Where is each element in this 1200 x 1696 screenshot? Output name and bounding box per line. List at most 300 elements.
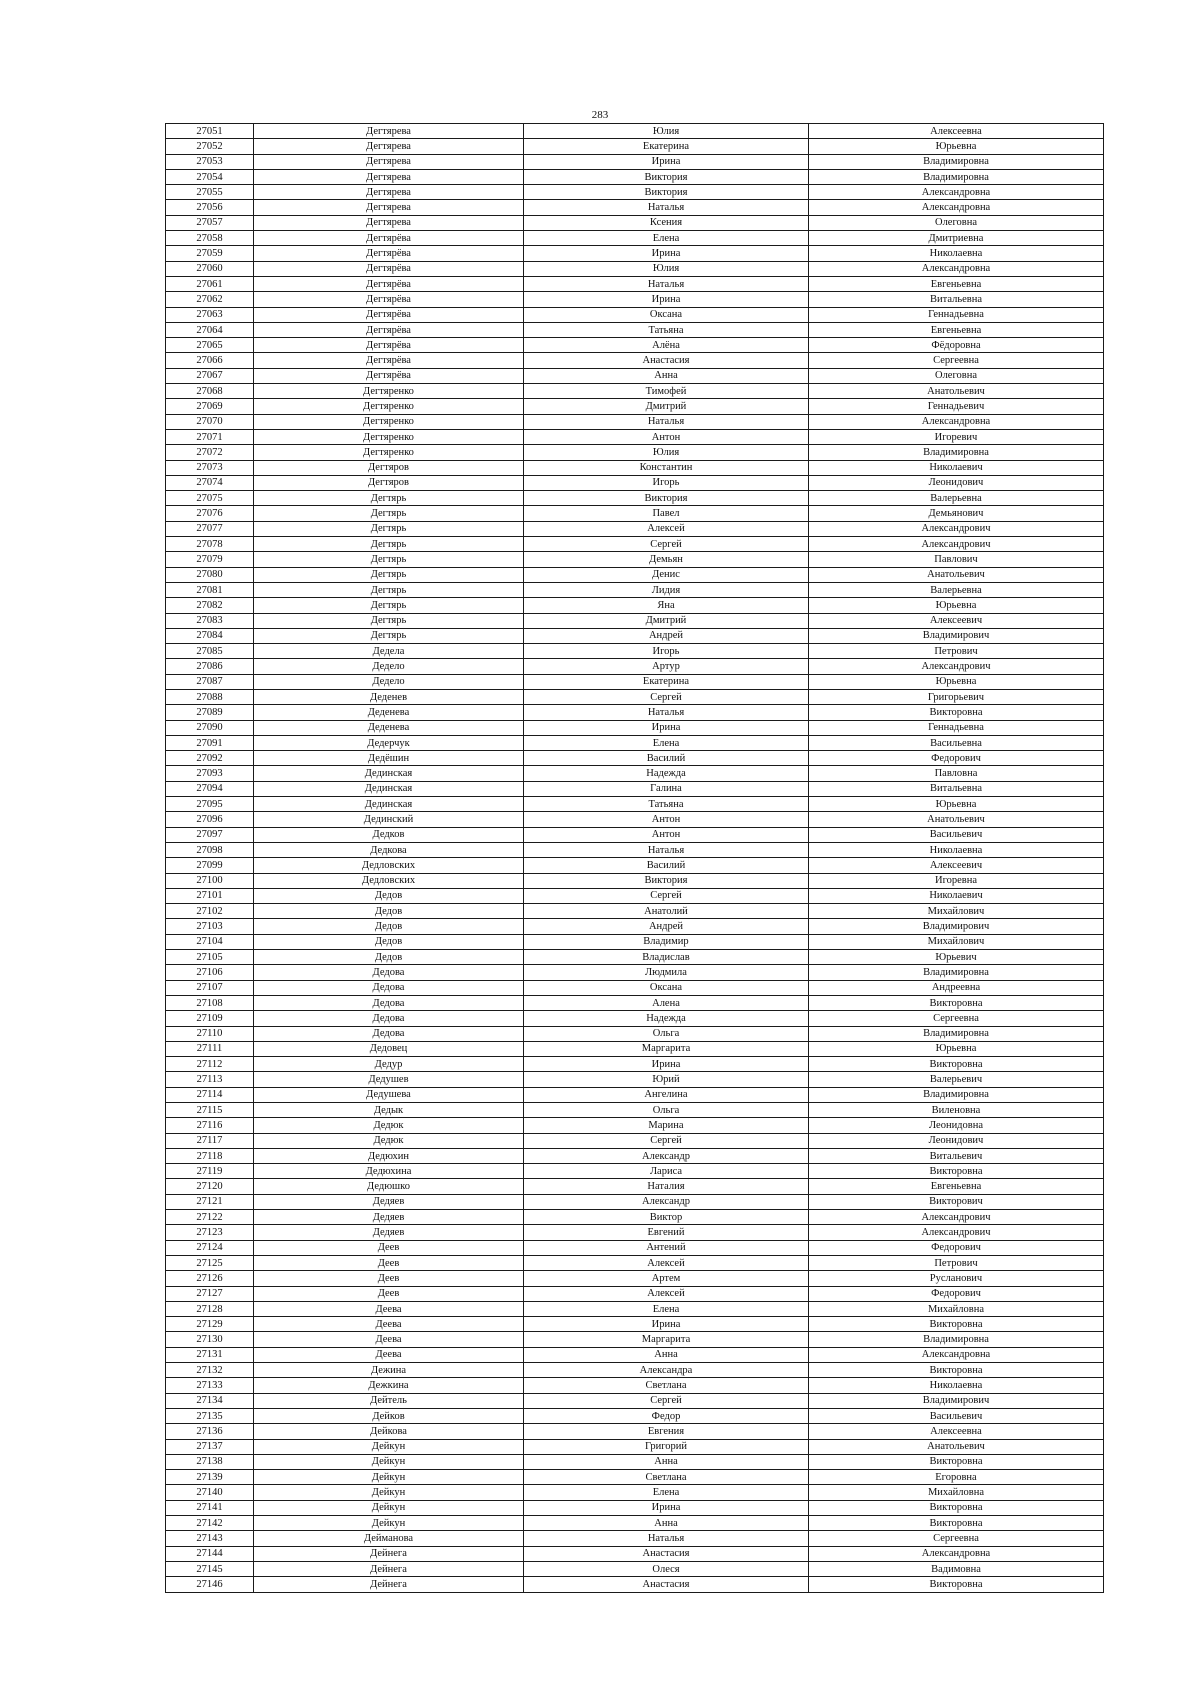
patronymic-cell: Юрьевна (809, 674, 1104, 689)
first-name-cell: Светлана (524, 1378, 809, 1393)
patronymic-cell: Александрович (809, 1210, 1104, 1225)
last-name-cell: Дегтярь (254, 506, 524, 521)
patronymic-cell: Григорьевич (809, 689, 1104, 704)
first-name-cell: Наталья (524, 1531, 809, 1546)
patronymic-cell: Михайлович (809, 934, 1104, 949)
first-name-cell: Татьяна (524, 322, 809, 337)
table-row (166, 445, 1104, 460)
table-row (166, 674, 1104, 689)
table-row (166, 169, 1104, 184)
row-number-cell: 27059 (166, 246, 254, 261)
row-number-cell: 27055 (166, 185, 254, 200)
first-name-cell: Лидия (524, 582, 809, 597)
table-row (166, 1485, 1104, 1500)
patronymic-cell: Алексеевич (809, 858, 1104, 873)
table-row (166, 1057, 1104, 1072)
last-name-cell: Дейманова (254, 1531, 524, 1546)
last-name-cell: Дедяев (254, 1225, 524, 1240)
row-number-cell: 27080 (166, 567, 254, 582)
first-name-cell: Людмила (524, 965, 809, 980)
row-number-cell: 27091 (166, 735, 254, 750)
patronymic-cell: Николаевич (809, 460, 1104, 475)
first-name-cell: Олеся (524, 1561, 809, 1576)
last-name-cell: Дедов (254, 904, 524, 919)
table-row (166, 1133, 1104, 1148)
last-name-cell: Деева (254, 1301, 524, 1316)
patronymic-cell: Валерьевна (809, 491, 1104, 506)
last-name-cell: Дедловских (254, 873, 524, 888)
last-name-cell: Дегтярь (254, 521, 524, 536)
table-row (166, 598, 1104, 613)
first-name-cell: Антений (524, 1240, 809, 1255)
patronymic-cell: Юрьевна (809, 797, 1104, 812)
table-row (166, 521, 1104, 536)
last-name-cell: Дедкова (254, 842, 524, 857)
row-number-cell: 27078 (166, 537, 254, 552)
row-number-cell: 27131 (166, 1347, 254, 1362)
first-name-cell: Лариса (524, 1164, 809, 1179)
row-number-cell: 27074 (166, 475, 254, 490)
patronymic-cell: Анатольевич (809, 1439, 1104, 1454)
patronymic-cell: Валерьевич (809, 1072, 1104, 1087)
row-number-cell: 27067 (166, 368, 254, 383)
patronymic-cell: Олеговна (809, 215, 1104, 230)
last-name-cell: Дегтярь (254, 628, 524, 643)
table-row (166, 1470, 1104, 1485)
table-row (166, 980, 1104, 995)
first-name-cell: Оксана (524, 307, 809, 322)
last-name-cell: Дедяев (254, 1194, 524, 1209)
row-number-cell: 27138 (166, 1454, 254, 1469)
first-name-cell: Елена (524, 1301, 809, 1316)
row-number-cell: 27112 (166, 1057, 254, 1072)
row-number-cell: 27128 (166, 1301, 254, 1316)
first-name-cell: Юлия (524, 261, 809, 276)
row-number-cell: 27082 (166, 598, 254, 613)
table-row (166, 904, 1104, 919)
first-name-cell: Надежда (524, 1011, 809, 1026)
table-row (166, 842, 1104, 857)
patronymic-cell: Александровна (809, 1347, 1104, 1362)
patronymic-cell: Юрьевна (809, 598, 1104, 613)
row-number-cell: 27129 (166, 1317, 254, 1332)
table-row (166, 1347, 1104, 1362)
row-number-cell: 27087 (166, 674, 254, 689)
last-name-cell: Дейкун (254, 1485, 524, 1500)
last-name-cell: Деденева (254, 720, 524, 735)
last-name-cell: Дегтярёва (254, 231, 524, 246)
table-row (166, 567, 1104, 582)
patronymic-cell: Михайлович (809, 904, 1104, 919)
row-number-cell: 27077 (166, 521, 254, 536)
last-name-cell: Дегтярева (254, 154, 524, 169)
last-name-cell: Дегтярь (254, 567, 524, 582)
table-row (166, 1179, 1104, 1194)
patronymic-cell: Геннадьевна (809, 307, 1104, 322)
row-number-cell: 27053 (166, 154, 254, 169)
last-name-cell: Дедов (254, 950, 524, 965)
patronymic-cell: Викторовна (809, 1363, 1104, 1378)
table-row (166, 1164, 1104, 1179)
first-name-cell: Константин (524, 460, 809, 475)
first-name-cell: Маргарита (524, 1332, 809, 1347)
row-number-cell: 27056 (166, 200, 254, 215)
last-name-cell: Дедов (254, 934, 524, 949)
last-name-cell: Дегтярева (254, 200, 524, 215)
patronymic-cell: Алексеевна (809, 124, 1104, 139)
patronymic-cell: Викторовна (809, 1317, 1104, 1332)
last-name-cell: Дединская (254, 766, 524, 781)
last-name-cell: Дедела (254, 644, 524, 659)
first-name-cell: Наталья (524, 414, 809, 429)
last-name-cell: Дегтярёва (254, 338, 524, 353)
last-name-cell: Дединский (254, 812, 524, 827)
row-number-cell: 27083 (166, 613, 254, 628)
last-name-cell: Деева (254, 1332, 524, 1347)
row-number-cell: 27060 (166, 261, 254, 276)
patronymic-cell: Петрович (809, 644, 1104, 659)
last-name-cell: Дедюхин (254, 1148, 524, 1163)
table-row (166, 919, 1104, 934)
first-name-cell: Ольга (524, 1103, 809, 1118)
table-row (166, 1454, 1104, 1469)
last-name-cell: Дегтяренко (254, 399, 524, 414)
table-row (166, 1255, 1104, 1270)
last-name-cell: Дедушев (254, 1072, 524, 1087)
first-name-cell: Алексей (524, 1255, 809, 1270)
table-row (166, 368, 1104, 383)
first-name-cell: Алёна (524, 338, 809, 353)
first-name-cell: Анастасия (524, 1546, 809, 1561)
row-number-cell: 27096 (166, 812, 254, 827)
row-number-cell: 27125 (166, 1255, 254, 1270)
last-name-cell: Дедерчук (254, 735, 524, 750)
table-row (166, 720, 1104, 735)
first-name-cell: Александр (524, 1194, 809, 1209)
first-name-cell: Андрей (524, 919, 809, 934)
table-row (166, 827, 1104, 842)
last-name-cell: Деев (254, 1240, 524, 1255)
table-row (166, 231, 1104, 246)
table-row (166, 1500, 1104, 1515)
patronymic-cell: Владимировна (809, 1087, 1104, 1102)
table-row (166, 276, 1104, 291)
first-name-cell: Артур (524, 659, 809, 674)
row-number-cell: 27099 (166, 858, 254, 873)
patronymic-cell: Егоровна (809, 1470, 1104, 1485)
patronymic-cell: Федорович (809, 1286, 1104, 1301)
patronymic-cell: Юрьевна (809, 139, 1104, 154)
last-name-cell: Дегтярёва (254, 353, 524, 368)
table-row (166, 1301, 1104, 1316)
patronymic-cell: Викторовна (809, 1577, 1104, 1592)
first-name-cell: Ксения (524, 215, 809, 230)
row-number-cell: 27115 (166, 1103, 254, 1118)
patronymic-cell: Павлович (809, 552, 1104, 567)
table-row (166, 582, 1104, 597)
first-name-cell: Евгения (524, 1424, 809, 1439)
first-name-cell: Оксана (524, 980, 809, 995)
first-name-cell: Федор (524, 1408, 809, 1423)
first-name-cell: Юлия (524, 445, 809, 460)
first-name-cell: Андрей (524, 628, 809, 643)
patronymic-cell: Алексеевич (809, 613, 1104, 628)
first-name-cell: Владислав (524, 950, 809, 965)
table-row (166, 1072, 1104, 1087)
last-name-cell: Дегтярева (254, 169, 524, 184)
patronymic-cell: Владимировна (809, 1332, 1104, 1347)
last-name-cell: Дегтярь (254, 582, 524, 597)
table-row (166, 185, 1104, 200)
first-name-cell: Анна (524, 368, 809, 383)
first-name-cell: Виктория (524, 873, 809, 888)
table-row (166, 644, 1104, 659)
first-name-cell: Наталья (524, 842, 809, 857)
patronymic-cell: Владимировна (809, 169, 1104, 184)
row-number-cell: 27076 (166, 506, 254, 521)
table-row (166, 429, 1104, 444)
table-row (166, 1424, 1104, 1439)
first-name-cell: Виктория (524, 491, 809, 506)
patronymic-cell: Юрьевна (809, 1041, 1104, 1056)
last-name-cell: Дейкун (254, 1470, 524, 1485)
first-name-cell: Сергей (524, 537, 809, 552)
table-row (166, 888, 1104, 903)
first-name-cell: Елена (524, 735, 809, 750)
table-row (166, 246, 1104, 261)
patronymic-cell: Александрович (809, 1225, 1104, 1240)
row-number-cell: 27106 (166, 965, 254, 980)
patronymic-cell: Виленовна (809, 1103, 1104, 1118)
row-number-cell: 27085 (166, 644, 254, 659)
last-name-cell: Дежина (254, 1363, 524, 1378)
table-row (166, 1439, 1104, 1454)
row-number-cell: 27063 (166, 307, 254, 322)
last-name-cell: Дегтярёва (254, 292, 524, 307)
patronymic-cell: Владимировна (809, 154, 1104, 169)
last-name-cell: Дедело (254, 659, 524, 674)
last-name-cell: Дейкун (254, 1516, 524, 1531)
table-row (166, 307, 1104, 322)
first-name-cell: Анна (524, 1516, 809, 1531)
table-row (166, 1516, 1104, 1531)
patronymic-cell: Вадимовна (809, 1561, 1104, 1576)
row-number-cell: 27107 (166, 980, 254, 995)
table-row (166, 1393, 1104, 1408)
table-row (166, 292, 1104, 307)
last-name-cell: Дейтель (254, 1393, 524, 1408)
table-row (166, 399, 1104, 414)
first-name-cell: Юлия (524, 124, 809, 139)
row-number-cell: 27120 (166, 1179, 254, 1194)
last-name-cell: Дегтяренко (254, 384, 524, 399)
last-name-cell: Дегтяренко (254, 445, 524, 460)
row-number-cell: 27139 (166, 1470, 254, 1485)
patronymic-cell: Витальевич (809, 1148, 1104, 1163)
first-name-cell: Демьян (524, 552, 809, 567)
last-name-cell: Дедюхина (254, 1164, 524, 1179)
patronymic-cell: Викторовна (809, 1057, 1104, 1072)
last-name-cell: Дедова (254, 965, 524, 980)
patronymic-cell: Анатольевич (809, 812, 1104, 827)
row-number-cell: 27054 (166, 169, 254, 184)
first-name-cell: Ангелина (524, 1087, 809, 1102)
table-row (166, 1194, 1104, 1209)
row-number-cell: 27068 (166, 384, 254, 399)
row-number-cell: 27061 (166, 276, 254, 291)
first-name-cell: Григорий (524, 1439, 809, 1454)
row-number-cell: 27110 (166, 1026, 254, 1041)
first-name-cell: Анатолий (524, 904, 809, 919)
patronymic-cell: Викторовна (809, 705, 1104, 720)
row-number-cell: 27095 (166, 797, 254, 812)
table-row (166, 1240, 1104, 1255)
patronymic-cell: Андреевна (809, 980, 1104, 995)
row-number-cell: 27141 (166, 1500, 254, 1515)
first-name-cell: Екатерина (524, 139, 809, 154)
first-name-cell: Артем (524, 1271, 809, 1286)
table-row (166, 384, 1104, 399)
first-name-cell: Юрий (524, 1072, 809, 1087)
first-name-cell: Ирина (524, 720, 809, 735)
last-name-cell: Дегтярева (254, 124, 524, 139)
patronymic-cell: Петрович (809, 1255, 1104, 1270)
table-row (166, 797, 1104, 812)
last-name-cell: Дегтярь (254, 491, 524, 506)
first-name-cell: Антон (524, 812, 809, 827)
row-number-cell: 27135 (166, 1408, 254, 1423)
last-name-cell: Дегтярёва (254, 276, 524, 291)
patronymic-cell: Николаевна (809, 1378, 1104, 1393)
first-name-cell: Светлана (524, 1470, 809, 1485)
patronymic-cell: Михайловна (809, 1301, 1104, 1316)
row-number-cell: 27079 (166, 552, 254, 567)
last-name-cell: Дегтярёва (254, 368, 524, 383)
table-row (166, 1317, 1104, 1332)
patronymic-cell: Игоревич (809, 429, 1104, 444)
row-number-cell: 27145 (166, 1561, 254, 1576)
table-row (166, 537, 1104, 552)
patronymic-cell: Игоревна (809, 873, 1104, 888)
first-name-cell: Евгений (524, 1225, 809, 1240)
row-number-cell: 27088 (166, 689, 254, 704)
first-name-cell: Наталья (524, 200, 809, 215)
last-name-cell: Дегтяренко (254, 429, 524, 444)
first-name-cell: Сергей (524, 888, 809, 903)
patronymic-cell: Викторович (809, 1194, 1104, 1209)
row-number-cell: 27105 (166, 950, 254, 965)
row-number-cell: 27144 (166, 1546, 254, 1561)
row-number-cell: 27124 (166, 1240, 254, 1255)
last-name-cell: Дедова (254, 980, 524, 995)
row-number-cell: 27132 (166, 1363, 254, 1378)
row-number-cell: 27092 (166, 751, 254, 766)
last-name-cell: Дедов (254, 888, 524, 903)
table-row (166, 552, 1104, 567)
patronymic-cell: Александрович (809, 537, 1104, 552)
patronymic-cell: Евгеньевна (809, 276, 1104, 291)
first-name-cell: Антон (524, 827, 809, 842)
last-name-cell: Деев (254, 1286, 524, 1301)
last-name-cell: Дейнега (254, 1546, 524, 1561)
patronymic-cell: Владимирович (809, 628, 1104, 643)
first-name-cell: Тимофей (524, 384, 809, 399)
first-name-cell: Ирина (524, 246, 809, 261)
row-number-cell: 27062 (166, 292, 254, 307)
last-name-cell: Дежкина (254, 1378, 524, 1393)
last-name-cell: Деева (254, 1347, 524, 1362)
last-name-cell: Дедюк (254, 1133, 524, 1148)
patronymic-cell: Викторовна (809, 1500, 1104, 1515)
first-name-cell: Галина (524, 781, 809, 796)
patronymic-cell: Николаевна (809, 246, 1104, 261)
table-row (166, 1271, 1104, 1286)
first-name-cell: Алексей (524, 1286, 809, 1301)
table-row (166, 689, 1104, 704)
first-name-cell: Антон (524, 429, 809, 444)
table-row (166, 613, 1104, 628)
row-number-cell: 27116 (166, 1118, 254, 1133)
first-name-cell: Анастасия (524, 1577, 809, 1592)
patronymic-cell: Федорович (809, 1240, 1104, 1255)
last-name-cell: Дегтяренко (254, 414, 524, 429)
first-name-cell: Анна (524, 1454, 809, 1469)
last-name-cell: Дегтярёва (254, 322, 524, 337)
table-row (166, 751, 1104, 766)
last-name-cell: Дедова (254, 1011, 524, 1026)
patronymic-cell: Викторовна (809, 995, 1104, 1010)
patronymic-cell: Александровна (809, 200, 1104, 215)
last-name-cell: Деденев (254, 689, 524, 704)
last-name-cell: Дегтярь (254, 552, 524, 567)
row-number-cell: 27069 (166, 399, 254, 414)
first-name-cell: Наталья (524, 705, 809, 720)
last-name-cell: Дейкун (254, 1439, 524, 1454)
last-name-cell: Дедушева (254, 1087, 524, 1102)
first-name-cell: Сергей (524, 1133, 809, 1148)
patronymic-cell: Витальевна (809, 292, 1104, 307)
table-row (166, 124, 1104, 139)
patronymic-cell: Михайловна (809, 1485, 1104, 1500)
row-number-cell: 27108 (166, 995, 254, 1010)
row-number-cell: 27117 (166, 1133, 254, 1148)
row-number-cell: 27066 (166, 353, 254, 368)
last-name-cell: Дегтярева (254, 185, 524, 200)
row-number-cell: 27058 (166, 231, 254, 246)
roster-table (165, 123, 1104, 1593)
first-name-cell: Виктор (524, 1210, 809, 1225)
table-row (166, 1546, 1104, 1561)
last-name-cell: Дегтярь (254, 613, 524, 628)
first-name-cell: Ирина (524, 1500, 809, 1515)
first-name-cell: Алексей (524, 521, 809, 536)
table-row (166, 1332, 1104, 1347)
patronymic-cell: Павловна (809, 766, 1104, 781)
row-number-cell: 27081 (166, 582, 254, 597)
patronymic-cell: Николаевич (809, 888, 1104, 903)
row-number-cell: 27111 (166, 1041, 254, 1056)
patronymic-cell: Васильевна (809, 735, 1104, 750)
patronymic-cell: Фёдоровна (809, 338, 1104, 353)
table-row (166, 139, 1104, 154)
table-row (166, 506, 1104, 521)
row-number-cell: 27136 (166, 1424, 254, 1439)
table-row (166, 154, 1104, 169)
first-name-cell: Александр (524, 1148, 809, 1163)
patronymic-cell: Алексеевна (809, 1424, 1104, 1439)
patronymic-cell: Владимировна (809, 965, 1104, 980)
row-number-cell: 27084 (166, 628, 254, 643)
